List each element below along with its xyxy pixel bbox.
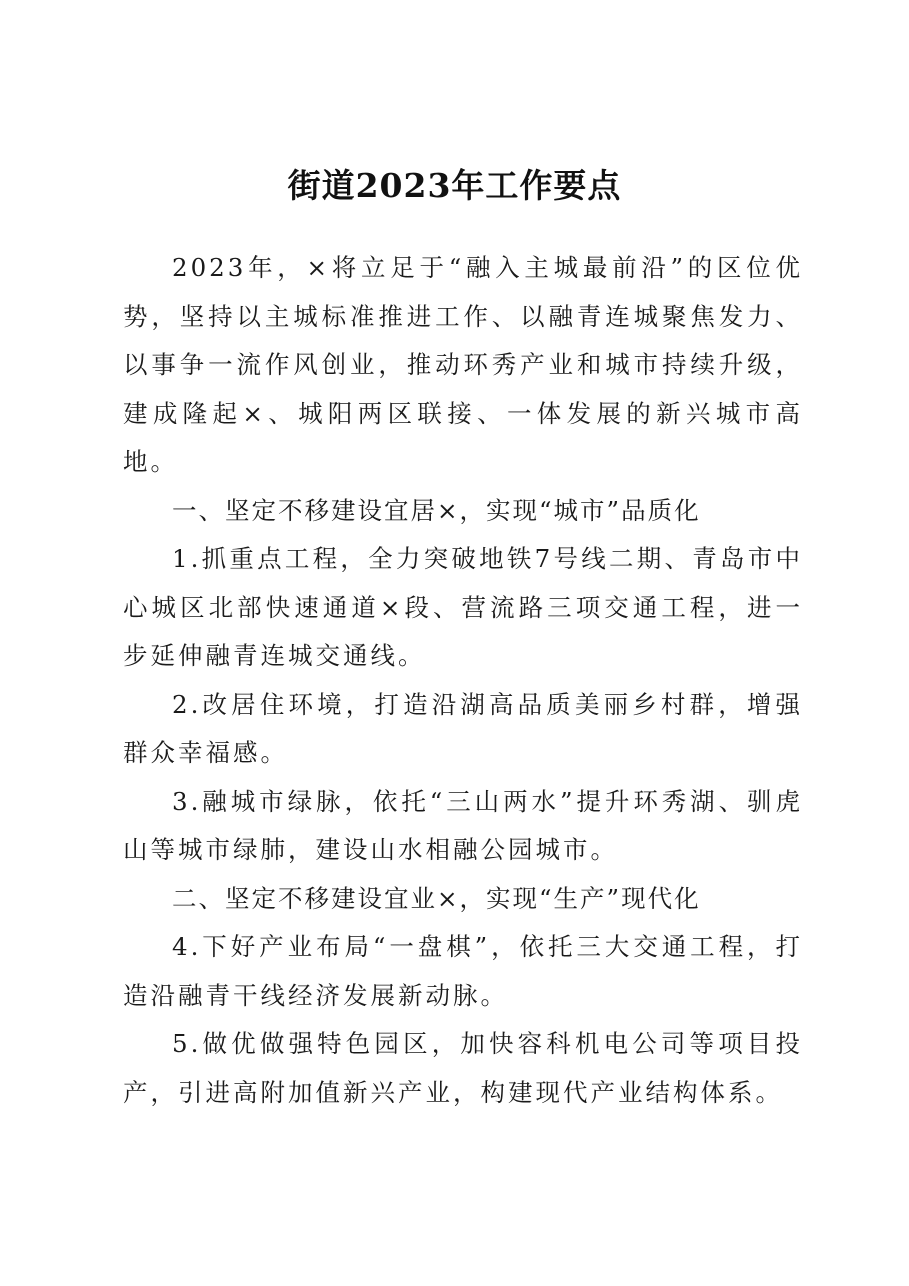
item-paragraph-3: 3.融城市绿脉，依托“三山两水”提升环秀湖、驯虎山等城市绿肺，建设山水相融公园城市。 [123, 786, 803, 864]
document-body [123, 244, 803, 1117]
intro-paragraph: 2023年，×将立足于“融入主城最前沿”的区位优势，坚持以主城标准推进工作、以融青连城聚焦发力、以事争一流作风创业，推动环秀产业和城市持续升级，建成隆起×、城阳两区联接、一体发展的新兴城市高地。 [123, 253, 803, 476]
section-heading-2: 二、坚定不移建设宜业×，实现“生产”现代化 [172, 883, 701, 913]
item-paragraph-5: 5.做优做强特色园区，加快容科机电公司等项目投产，引进高附加值新兴产业，构建现代产业结构体系。 [123, 1029, 803, 1107]
document-title: 街道2023年工作要点 [287, 166, 622, 205]
item-paragraph-4: 4.下好产业布局“一盘棋”，依托三大交通工程，打造沿融青干线经济发展新动脉。 [123, 932, 803, 1010]
item-paragraph-2: 2.改居住环境，打造沿湖高品质美丽乡村群，增强群众幸福感。 [123, 689, 803, 767]
item-paragraph-1: 1.抓重点工程，全力突破地铁7号线二期、青岛市中心城区北部快速通道×段、营流路三项交通工程，进一步延伸融青连城交通线。 [123, 544, 803, 670]
section-heading-1: 一、坚定不移建设宜居×，实现“城市”品质化 [172, 495, 701, 525]
